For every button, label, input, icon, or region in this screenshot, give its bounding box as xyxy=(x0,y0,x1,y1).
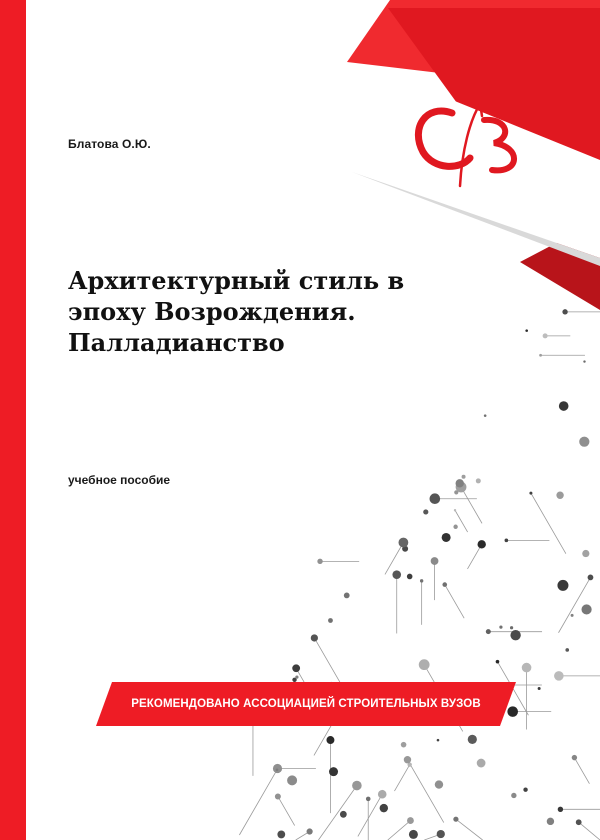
network-dot xyxy=(453,525,457,529)
network-dot xyxy=(340,811,347,818)
network-line xyxy=(574,758,589,784)
network-dot xyxy=(477,759,486,768)
network-dot xyxy=(462,475,466,479)
network-dot xyxy=(435,780,443,788)
network-dot xyxy=(478,540,486,548)
network-dot xyxy=(437,739,440,742)
molecular-pattern xyxy=(239,309,600,840)
network-line xyxy=(385,543,403,575)
network-dot xyxy=(326,736,334,744)
network-line xyxy=(445,585,464,619)
network-dot xyxy=(562,309,567,314)
network-dot xyxy=(276,769,279,772)
network-line xyxy=(358,794,382,836)
network-dot xyxy=(454,509,456,511)
network-dot xyxy=(442,582,447,587)
network-dot xyxy=(398,538,408,548)
title-line: Палладианство xyxy=(68,328,285,357)
network-line xyxy=(455,510,468,532)
network-line xyxy=(407,760,443,823)
network-dot xyxy=(311,634,318,641)
network-dot xyxy=(328,618,333,623)
network-dot xyxy=(572,755,577,760)
network-dot xyxy=(420,579,423,582)
network-dot xyxy=(583,360,585,362)
network-dot xyxy=(529,492,532,495)
network-dot xyxy=(378,790,387,799)
network-dot xyxy=(329,767,338,776)
network-line xyxy=(467,544,481,569)
network-dot xyxy=(523,788,527,792)
network-dot xyxy=(409,830,418,839)
title-line: эпоху Возрождения. xyxy=(68,297,356,326)
network-dot xyxy=(556,492,563,499)
author-name: Блатова О.Ю. xyxy=(68,137,151,151)
network-dot xyxy=(496,660,500,664)
network-dot xyxy=(558,807,563,812)
network-dot xyxy=(476,478,481,483)
network-dot xyxy=(510,626,513,629)
network-dot xyxy=(484,414,487,417)
network-dot xyxy=(273,764,282,773)
network-dot xyxy=(380,804,388,812)
network-dot xyxy=(317,559,322,564)
network-dot xyxy=(579,437,589,447)
network-dot xyxy=(431,557,439,565)
network-dot xyxy=(554,671,564,681)
network-dot xyxy=(392,570,401,579)
network-dot xyxy=(582,550,589,557)
network-line xyxy=(318,786,356,840)
network-dot xyxy=(456,479,464,487)
network-dot xyxy=(277,831,285,839)
network-dot xyxy=(505,539,509,543)
network-line xyxy=(579,822,600,840)
book-subtitle: учебное пособие xyxy=(68,473,171,487)
network-line xyxy=(388,821,411,840)
network-line xyxy=(239,770,277,835)
network-dot xyxy=(366,797,371,802)
book-title xyxy=(68,265,468,358)
network-dot xyxy=(344,592,350,598)
network-dot xyxy=(430,493,441,504)
network-dot xyxy=(352,781,362,791)
network-dot xyxy=(543,333,548,338)
network-dot xyxy=(401,742,407,748)
network-dot xyxy=(510,630,520,640)
recommendation-banner-text: РЕКОМЕНДОВАНО АССОЦИАЦИЕЙ СТРОИТЕЛЬНЫХ ВУЗОВ xyxy=(131,698,481,710)
network-dot xyxy=(539,354,542,357)
network-dot xyxy=(525,329,528,332)
network-dot xyxy=(404,756,411,763)
network-dot xyxy=(588,575,594,581)
network-dot xyxy=(407,817,414,824)
network-dot xyxy=(468,735,477,744)
network-dot xyxy=(419,659,430,670)
network-dot xyxy=(307,828,313,834)
network-dot xyxy=(407,574,413,580)
network-line xyxy=(461,487,482,523)
network-dot xyxy=(571,614,574,617)
network-dot xyxy=(511,793,516,798)
network-dot xyxy=(287,775,297,785)
network-dot xyxy=(559,401,569,411)
network-dot xyxy=(538,687,541,690)
network-dot xyxy=(423,509,428,514)
network-line xyxy=(314,638,341,685)
network-dot xyxy=(437,830,445,838)
network-line xyxy=(456,819,483,840)
network-line xyxy=(394,765,409,791)
network-dot xyxy=(292,664,300,672)
network-dot xyxy=(576,819,582,825)
network-dot xyxy=(499,626,502,629)
network-dot xyxy=(453,817,458,822)
network-dot xyxy=(295,676,298,679)
network-line xyxy=(531,493,566,554)
network-dot xyxy=(557,580,568,591)
title-line: Архитектурный стиль в xyxy=(68,266,405,295)
network-dot xyxy=(565,648,569,652)
network-dot xyxy=(275,793,281,799)
network-dot xyxy=(522,663,532,673)
network-dot xyxy=(442,533,451,542)
network-dot xyxy=(547,818,554,825)
network-dot xyxy=(581,604,591,614)
network-dot xyxy=(486,629,491,634)
network-line xyxy=(278,796,295,825)
